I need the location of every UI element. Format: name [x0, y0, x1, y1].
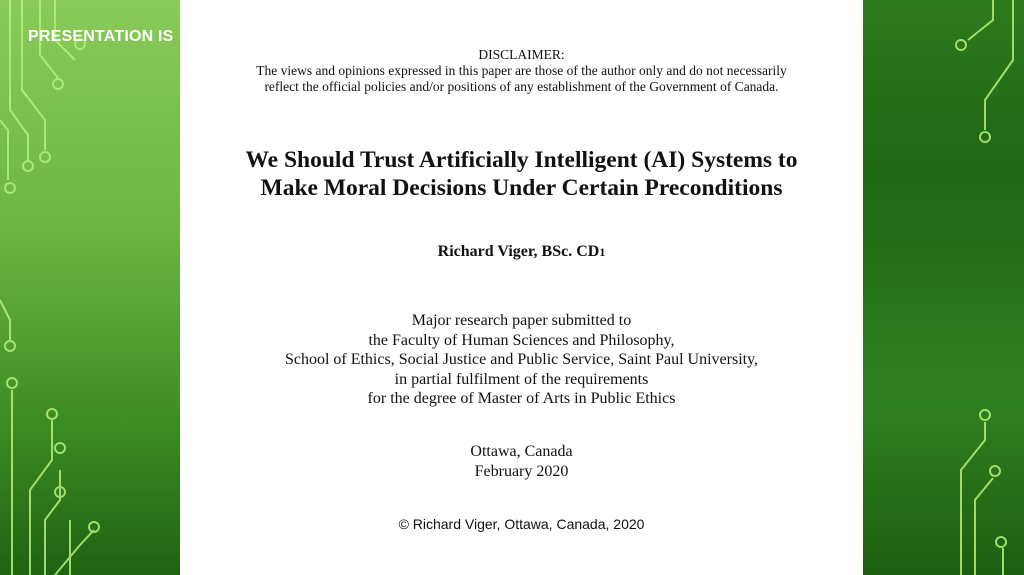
place-and-date	[180, 442, 863, 482]
disclaimer-heading: DISCLAIMER:	[478, 47, 565, 62]
title-line: We Should Trust Artificially Intelligent (AI) Systems to	[245, 147, 798, 173]
submission-statement	[210, 311, 833, 409]
title-line: Make Moral Decisions Under Certain Preconditions	[260, 175, 783, 201]
disclaimer-line: The views and opinions expressed in this paper are those of the author only and do not necessarily	[256, 63, 787, 78]
paper-title	[200, 146, 843, 202]
copyright-notice: © Richard Viger, Ottawa, Canada, 2020	[398, 516, 645, 532]
submission-line: School of Ethics, Social Justice and Public Service, Saint Paul University,	[284, 351, 759, 369]
submission-line: the Faculty of Human Sciences and Philosophy,	[368, 331, 675, 349]
presentation-banner-label: PRESENTATION IS	[28, 28, 174, 45]
date-text: February 2020	[474, 463, 569, 480]
author-name: Richard Viger, BSc. CD	[437, 243, 600, 260]
document-page	[180, 0, 863, 575]
author-byline	[180, 243, 863, 261]
submission-line: for the degree of Master of Arts in Public Ethics	[367, 390, 676, 408]
place-text: Ottawa, Canada	[470, 443, 573, 460]
submission-line: in partial fulfilment of the requirements	[394, 370, 649, 388]
disclaimer-line: reflect the official policies and/or positions of any establishment of the Government of Canada.	[264, 79, 779, 94]
circuit-right-icon	[863, 0, 1024, 575]
submission-line: Major research paper submitted to	[411, 312, 632, 329]
left-decor-panel	[0, 0, 180, 575]
right-decor-panel	[863, 0, 1024, 575]
circuit-left-icon	[0, 0, 180, 575]
author-footnote-marker: 1	[599, 245, 606, 259]
disclaimer-text	[220, 63, 823, 95]
